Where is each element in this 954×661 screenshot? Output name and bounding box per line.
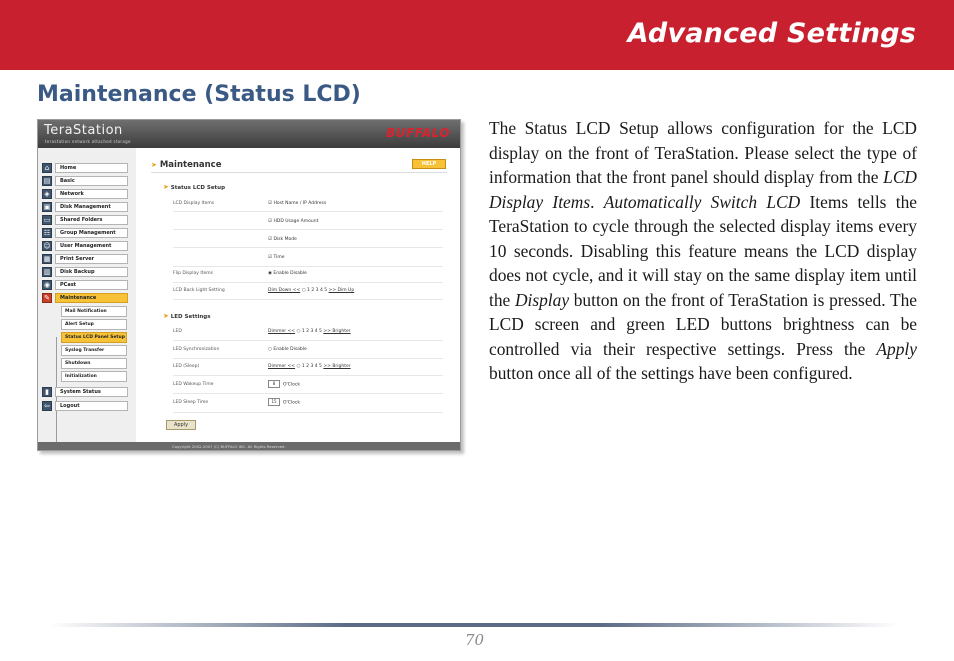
- divider: [151, 172, 447, 173]
- submenu-status-lcd-panel-setup[interactable]: Status LCD Panel Setup: [61, 332, 127, 343]
- footer-rule: [48, 623, 898, 627]
- settings-panel: [136, 148, 461, 442]
- arrow-icon: ➤: [163, 312, 169, 320]
- divider: [173, 358, 443, 359]
- sidebar-item-system-status[interactable]: ▮ System Status: [42, 386, 128, 398]
- led-sleep-label: LED (Sleep): [173, 364, 200, 369]
- screenshot-header: [38, 120, 461, 148]
- home-icon: ⌂: [42, 163, 52, 173]
- led-sleep-time-select[interactable]: 15 O'Clock: [268, 398, 300, 406]
- divider: [173, 247, 443, 248]
- led-levels[interactable]: Dimmer << ○ 1 2 3 4 5 >> Brighter: [268, 329, 351, 334]
- divider: [173, 340, 443, 341]
- lcd-display-items-label: LCD Display Items: [173, 201, 215, 206]
- sidebar-item-pcast[interactable]: ◉ PCast: [42, 279, 128, 291]
- status-icon: ▮: [42, 387, 52, 397]
- arrow-icon: ➤: [163, 183, 169, 191]
- sidebar: [38, 148, 136, 442]
- sidebar-item-user-management[interactable]: ☺ User Management: [42, 240, 128, 252]
- divider: [173, 266, 443, 267]
- panel-title: ➤ Maintenance: [151, 160, 222, 170]
- body-paragraph: The Status LCD Setup allows configuration for the LCD display on the front of TeraStation. Please select the type of information that the front panel should display from the LCD Display Items. Automatically Switch LCD Items tells the TeraStation to cycle through the selected display items every 10 seconds. Disabling this feature means the LCD display does not cycle, and it will stay on the same display item until the Display button on the front of TeraStation is pressed. The LCD screen and green LED buttons brightness can be controlled via their respective settings. Press the Apply button once all of the settings have been configured.: [489, 118, 917, 383]
- sidebar-item-logout[interactable]: ⇦ Logout: [42, 400, 128, 412]
- logout-icon: ⇦: [42, 401, 52, 411]
- flip-display-label: Flip Display Items: [173, 271, 213, 276]
- network-icon: ◈: [42, 189, 52, 199]
- lcd-item-hdd-usage[interactable]: ☑ HDD Usage Amount: [268, 219, 319, 224]
- submenu-mail-notification[interactable]: Mail Notification: [61, 306, 127, 317]
- led-sleep-time-label: LED Sleep Time: [173, 400, 209, 405]
- lcd-item-time[interactable]: ☑ Time: [268, 255, 285, 260]
- screenshot-footer: Copyright 2002-2007 (C) BUFFALO INC. All Rights Reserved.: [136, 442, 461, 451]
- group-led-settings: ➤ LED Settings: [163, 312, 211, 320]
- divider: [173, 375, 443, 376]
- divider: [173, 299, 443, 300]
- led-wakeup-label: LED Wakeup Time: [173, 382, 214, 387]
- led-sync-label: LED Synchronization: [173, 347, 220, 352]
- sidebar-item-maintenance[interactable]: ✎ Maintenance: [42, 292, 128, 304]
- divider: [173, 412, 443, 413]
- submenu-shutdown[interactable]: Shutdown: [61, 358, 127, 369]
- lcd-item-hostname[interactable]: ☑ Host Name / IP Address: [268, 201, 327, 206]
- sidebar-item-network[interactable]: ◈ Network: [42, 188, 128, 200]
- sidebar-item-print-server[interactable]: ▦ Print Server: [42, 253, 128, 265]
- folder-icon: ▭: [43, 215, 51, 224]
- settings-icon: ▤: [43, 176, 51, 185]
- brand-logo: TeraStation: [44, 123, 123, 138]
- page-header-title: Advanced Settings: [627, 18, 916, 49]
- submenu-initialization[interactable]: Initialization: [61, 371, 127, 382]
- admin-ui-screenshot: [37, 119, 461, 451]
- group-icon: ☷: [43, 228, 51, 237]
- group-status-lcd: ➤ Status LCD Setup: [163, 183, 226, 191]
- flip-display-radio[interactable]: ◉ Enable Disable: [268, 271, 307, 276]
- sidebar-item-home[interactable]: ⌂ Home: [42, 162, 128, 174]
- section-title: Maintenance (Status LCD): [37, 82, 361, 107]
- help-button[interactable]: HELP: [412, 159, 446, 169]
- divider: [173, 211, 443, 212]
- vendor-logo: BUFFALO: [386, 126, 450, 140]
- sidebar-item-disk-management[interactable]: ▣ Disk Management: [42, 201, 128, 213]
- divider: [173, 282, 443, 283]
- backlight-label: LCD Back Light Setting: [173, 288, 225, 293]
- divider: [173, 229, 443, 230]
- submenu-alert-setup[interactable]: Alert Setup: [61, 319, 127, 330]
- backup-icon: ▥: [43, 267, 51, 276]
- led-sleep-levels[interactable]: Dimmer << ○ 1 2 3 4 5 >> Brighter: [268, 364, 351, 369]
- sidebar-item-disk-backup[interactable]: ▥ Disk Backup: [42, 266, 128, 278]
- submenu-syslog-transfer[interactable]: Syslog Transfer: [61, 345, 127, 356]
- user-icon: ☺: [43, 241, 51, 250]
- led-sync-radio[interactable]: ○ Enable Disable: [268, 347, 307, 352]
- led-label: LED: [173, 329, 182, 334]
- led-wakeup-select[interactable]: 8 O'Clock: [268, 380, 300, 388]
- printer-icon: ▦: [43, 254, 51, 263]
- sidebar-item-basic[interactable]: ▤ Basic: [42, 175, 128, 187]
- backlight-levels[interactable]: Dim Down << ○ 1 2 3 4 5 >> Dim Up: [268, 288, 355, 293]
- apply-button[interactable]: Apply: [166, 420, 196, 430]
- wrench-icon: ✎: [42, 293, 52, 303]
- screenshot-footer-side: [38, 442, 136, 451]
- pcast-icon: ◉: [43, 280, 51, 289]
- brand-tagline: terastation network attached storage: [45, 139, 131, 144]
- divider: [173, 393, 443, 394]
- disk-icon: ▣: [43, 202, 51, 211]
- lcd-item-disk-mode[interactable]: ☑ Disk Mode: [268, 237, 297, 242]
- arrow-icon: ➤: [151, 161, 157, 169]
- page-number: 70: [465, 631, 485, 649]
- sidebar-item-shared-folders[interactable]: ▭ Shared Folders: [42, 214, 128, 226]
- sidebar-item-group-management[interactable]: ☷ Group Management: [42, 227, 128, 239]
